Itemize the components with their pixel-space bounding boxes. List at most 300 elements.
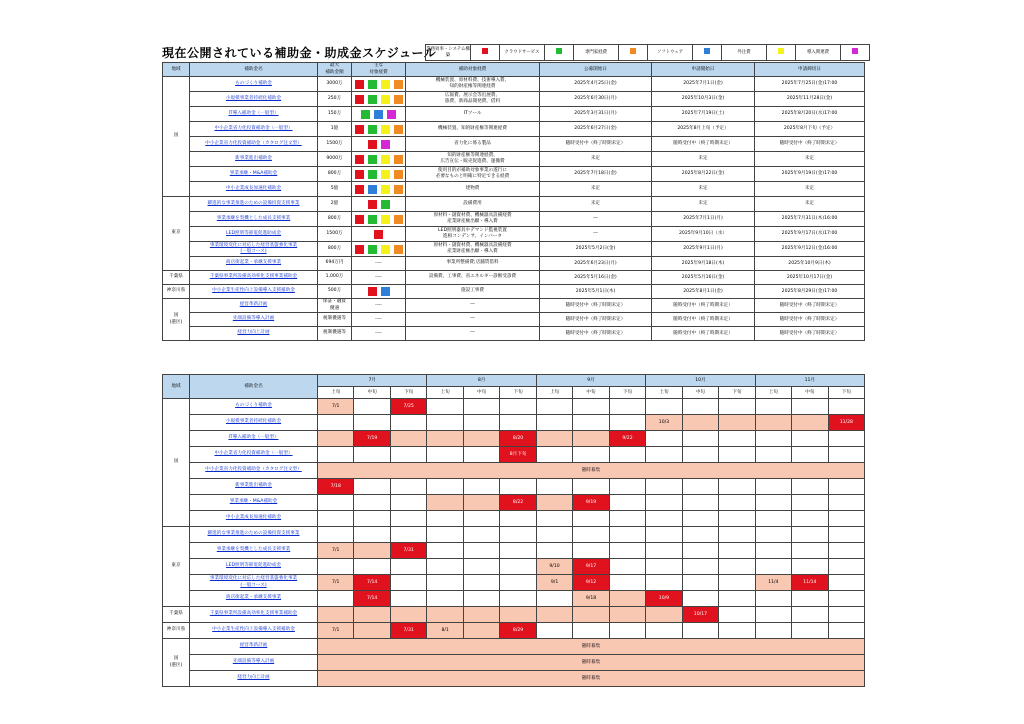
gantt-cell <box>536 607 572 623</box>
subsidy-row <box>163 197 865 212</box>
gantt-row <box>163 607 865 623</box>
legend-swatch <box>693 45 722 61</box>
gantt-cell <box>463 607 499 623</box>
pub-start-date: 未定 <box>540 182 652 197</box>
gantt-cell <box>719 591 755 607</box>
apply-end-date: 未定 <box>755 182 865 197</box>
blue-square-icon <box>704 48 710 54</box>
max-amount: 1億 <box>318 122 352 137</box>
gantt-cell <box>318 431 354 447</box>
gantt-cell <box>536 623 572 639</box>
header-region: 地域 <box>163 375 190 399</box>
region-cell: 国 <box>163 77 190 197</box>
gantt-cell <box>573 399 609 415</box>
gantt-cell <box>755 415 791 431</box>
subsidy-link[interactable]: 中小企業省力化投資補助金（カタログ注文型） <box>205 140 302 146</box>
max-amount: 694万円 <box>318 257 352 271</box>
apply-start-date: 随時受付中（終了時期未定） <box>652 313 755 327</box>
gantt-cell <box>755 591 791 607</box>
category-swatches <box>352 77 406 92</box>
category-swatches <box>352 212 406 227</box>
gantt-cell <box>354 479 390 495</box>
gantt-cell <box>390 575 426 591</box>
subsidy-link[interactable]: 事業環境変化に対応した経営基盤強化事業 (一般コース) <box>209 242 298 254</box>
yellow-square-icon <box>381 95 390 104</box>
legend-label: 外注費 <box>722 45 767 61</box>
gantt-cell <box>646 495 682 511</box>
apply-start-date: 2025年7月1日(月) <box>652 212 755 227</box>
red-square-icon <box>355 170 364 179</box>
gantt-cell: 11/4 <box>755 575 791 591</box>
subsidy-link[interactable]: 千葉県事業所設備高効率化支援事業補助金 <box>209 274 298 280</box>
apply-start-date: 随時受付中（終了時期未定） <box>652 327 755 341</box>
legend-label: 専門家経費 <box>574 45 619 61</box>
green-square-icon <box>556 48 562 54</box>
gantt-cell <box>828 543 864 559</box>
subsidy-name-cell <box>190 415 318 431</box>
subsidy-link[interactable]: LED照明等節電促進助成金 <box>226 563 281 569</box>
red-square-icon <box>355 215 364 224</box>
gantt-cell <box>755 447 791 463</box>
apply-start-date: 2025年9月1日(月) <box>652 242 755 257</box>
gantt-row <box>163 495 865 511</box>
subsidy-link[interactable]: 経営革新計画 <box>239 643 268 649</box>
gantt-cell <box>755 607 791 623</box>
subsidy-row <box>163 271 865 285</box>
gantt-cell <box>354 623 390 639</box>
legend-swatch <box>619 45 648 61</box>
subsidy-link[interactable]: 商店街起業・承継支援事業 <box>225 595 282 601</box>
gantt-cell <box>755 527 791 543</box>
apply-end-date: 2025年9月17日(水)17:00 <box>755 227 865 242</box>
legend-label: クラウドサービス <box>500 45 545 61</box>
red-square-icon <box>355 185 364 194</box>
subsidy-name-cell <box>190 242 318 257</box>
gantt-cell <box>536 591 572 607</box>
gantt-cell <box>318 527 354 543</box>
subsidy-link[interactable]: IT導入補助金（一般型） <box>228 110 279 116</box>
target-expenses: ― <box>406 313 540 327</box>
yellow-square-icon <box>381 125 390 134</box>
subsidy-link[interactable]: 躍進的な事業推進のための設備投資支援事業 <box>207 200 300 206</box>
target-expenses: LED照明器具やデマンド監視装置 進相コンデンサ、インバータ <box>406 227 540 242</box>
category-swatches <box>352 92 406 107</box>
subsidy-row <box>163 299 865 313</box>
apply-start-date: 2025年7月1日(金) <box>652 77 755 92</box>
gantt-cell <box>500 543 536 559</box>
subsidy-link[interactable]: 事業環境変化に対応した経営基盤強化事業 (一般コース) <box>209 576 298 588</box>
gantt-cell <box>390 479 426 495</box>
gantt-cell: 9/10 <box>536 559 572 575</box>
target-expenses: 施設工事費 <box>406 285 540 299</box>
gantt-cell <box>463 527 499 543</box>
gantt-cell <box>828 399 864 415</box>
gantt-cell <box>682 415 718 431</box>
apply-end-date: 2025年9月12日(金)16:00 <box>755 242 865 257</box>
pub-start-date: ― <box>540 227 652 242</box>
apply-end-date: 随時受付中（終了時期未定） <box>755 299 865 313</box>
subsidy-name-cell <box>190 399 318 415</box>
subsidy-name-cell <box>190 212 318 227</box>
subsidy-name-cell <box>190 607 318 623</box>
region-cell: 東京 <box>163 197 190 271</box>
header-pub-start: 公募開始日 <box>540 63 652 77</box>
pub-start-date: 2025年5月16日(金) <box>540 271 652 285</box>
target-expenses: 使用目的が補助対象事業の遂行に 必要なものと明確に特定できる経費 <box>406 167 540 182</box>
target-expenses: 原材料・副資材費、機械器具設備経費 産業財産権出願・導入費 <box>406 212 540 227</box>
pub-start-date: 随時受付中（終了時期未定） <box>540 313 652 327</box>
gantt-cell <box>792 447 828 463</box>
subsidy-name-cell <box>190 285 318 299</box>
gantt-cell <box>318 511 354 527</box>
gantt-cell <box>682 527 718 543</box>
target-expenses: 原材料・副資材費、機械器具設備経費 産業財産権出願・導入費 <box>406 242 540 257</box>
subsidy-row <box>163 227 865 242</box>
gantt-row <box>163 623 865 639</box>
header-name: 補助金名 <box>190 375 318 399</box>
gantt-cell <box>828 479 864 495</box>
gantt-cell <box>463 447 499 463</box>
red-square-icon <box>374 230 383 239</box>
category-swatches <box>352 152 406 167</box>
gantt-cell <box>755 431 791 447</box>
gantt-cell: 8/22 <box>500 495 536 511</box>
period-header: 上旬 <box>536 387 572 399</box>
gantt-cell <box>427 559 463 575</box>
gantt-cell: 10/17 <box>682 607 718 623</box>
gantt-cell <box>500 559 536 575</box>
target-expenses: ― <box>406 327 540 341</box>
gantt-row <box>163 415 865 431</box>
header-name: 補助金名 <box>190 63 318 77</box>
gantt-cell <box>719 527 755 543</box>
period-header: 中旬 <box>573 387 609 399</box>
gantt-cell <box>646 399 682 415</box>
subsidy-name-cell <box>190 107 318 122</box>
legend-swatch <box>471 45 500 61</box>
subsidy-link[interactable]: 躍進的な事業推進のための設備投資支援事業 <box>207 531 300 537</box>
category-swatches <box>352 167 406 182</box>
month-header: 7月 <box>318 375 427 387</box>
orange-square-icon <box>394 125 403 134</box>
gantt-cell <box>755 479 791 495</box>
green-square-icon <box>368 215 377 224</box>
gantt-cell <box>792 511 828 527</box>
gantt-cell <box>682 399 718 415</box>
subsidy-name-cell <box>190 167 318 182</box>
gantt-cell <box>719 575 755 591</box>
subsidy-name-cell <box>190 197 318 212</box>
gantt-cell <box>463 399 499 415</box>
gantt-cell <box>719 479 755 495</box>
max-amount: 9000万 <box>318 152 352 167</box>
gantt-cell <box>682 591 718 607</box>
red-square-icon <box>368 287 377 296</box>
gantt-cell <box>390 511 426 527</box>
apply-start-date: 2025年7月19日(土) <box>652 107 755 122</box>
subsidy-row <box>163 107 865 122</box>
subsidy-link[interactable]: 経営力向上計画 <box>237 330 270 336</box>
gantt-cell <box>828 511 864 527</box>
yellow-square-icon <box>381 245 390 254</box>
gantt-cell <box>573 479 609 495</box>
gantt-cell <box>792 607 828 623</box>
subsidy-name-cell <box>190 122 318 137</box>
max-amount: 1,000万 <box>318 271 352 285</box>
subsidy-link[interactable]: 事業承継・M&A補助金 <box>229 499 278 505</box>
orange-square-icon <box>394 95 403 104</box>
gantt-cell <box>682 479 718 495</box>
gantt-cell: 9/12 <box>573 575 609 591</box>
subsidy-name-cell <box>190 152 318 167</box>
category-swatches <box>352 285 406 299</box>
subsidy-link[interactable]: 中小企業省力化投資補助金（カタログ注文型） <box>205 467 302 473</box>
period-header: 上旬 <box>755 387 791 399</box>
apply-end-date: 随時受付中（終了時期未定） <box>755 137 865 152</box>
gantt-cell <box>427 447 463 463</box>
subsidy-link[interactable]: 中小企業成長加速化補助金 <box>225 515 282 521</box>
gantt-cell: 7/25 <box>390 399 426 415</box>
subsidy-link[interactable]: 商店街起業・承継支援事業 <box>225 260 282 266</box>
subsidy-link[interactable]: 中小企業生産性向上設備導入支援補助金 <box>212 288 295 294</box>
gantt-cell <box>646 511 682 527</box>
period-header: 中旬 <box>463 387 499 399</box>
subsidy-link[interactable]: 千葉県事業所設備高効率化支援事業補助金 <box>209 611 298 617</box>
gantt-cell <box>463 623 499 639</box>
gantt-cell <box>828 607 864 623</box>
gantt-cell <box>573 431 609 447</box>
header-categories: 主な 対象経費 <box>352 63 406 77</box>
max-amount: 5億 <box>318 182 352 197</box>
red-square-icon <box>355 80 364 89</box>
gantt-cell <box>828 575 864 591</box>
gantt-cell <box>609 591 645 607</box>
max-amount: 保証・融資 優遇 <box>318 299 352 313</box>
subsidy-table <box>162 62 865 341</box>
gantt-cell <box>463 543 499 559</box>
gantt-cell <box>609 559 645 575</box>
gantt-cell: 8/29 <box>500 623 536 639</box>
subsidy-link[interactable]: 新事業進出補助金 <box>235 483 272 489</box>
subsidy-row <box>163 92 865 107</box>
gantt-cell: 11/28 <box>828 415 864 431</box>
gantt-cell <box>463 575 499 591</box>
gantt-cell <box>609 607 645 623</box>
gantt-cell <box>463 559 499 575</box>
gantt-cell: 10/3 <box>646 415 682 431</box>
region-cell: 千葉県 <box>163 271 190 285</box>
subsidy-link[interactable]: 小規模事業者持続化補助金 <box>225 95 282 101</box>
subsidy-name-cell <box>190 77 318 92</box>
apply-end-date: 2025年7月25日(金)17:00 <box>755 77 865 92</box>
subsidy-link[interactable]: 事業承継・M&A補助金 <box>229 170 278 176</box>
subsidy-link[interactable]: 中小企業成長加速化補助金 <box>225 185 282 191</box>
gantt-cell <box>719 607 755 623</box>
pub-start-date: 随時受付中（終了時期未定） <box>540 137 652 152</box>
blue-square-icon <box>374 110 383 119</box>
subsidy-name-cell <box>190 639 318 655</box>
gantt-cell <box>573 607 609 623</box>
pub-start-date: 2025年6月30日(月) <box>540 92 652 107</box>
pub-start-date: 2025年4月25日(金) <box>540 77 652 92</box>
legend-swatch <box>841 45 870 61</box>
apply-end-date: 未定 <box>755 197 865 212</box>
pub-start-date: 2025年7月18日(金) <box>540 167 652 182</box>
apply-start-date: 未定 <box>652 152 755 167</box>
gantt-cell <box>682 623 718 639</box>
target-expenses: 機械装置、知的財産権等関連経費 <box>406 122 540 137</box>
apply-start-date: 2025年8月22日(金) <box>652 167 755 182</box>
gantt-cell <box>609 527 645 543</box>
gantt-cell <box>682 431 718 447</box>
period-header: 中旬 <box>354 387 390 399</box>
green-square-icon <box>368 245 377 254</box>
gantt-cell <box>427 399 463 415</box>
green-square-icon <box>368 125 377 134</box>
category-swatches <box>352 227 406 242</box>
pub-start-date: 未定 <box>540 152 652 167</box>
gantt-cell <box>792 527 828 543</box>
category-swatches <box>352 122 406 137</box>
pub-start-date: 2025年5月1日(木) <box>540 285 652 299</box>
gantt-cell <box>318 559 354 575</box>
subsidy-name-cell <box>190 575 318 591</box>
gantt-cell <box>500 607 536 623</box>
pub-start-date: ― <box>540 212 652 227</box>
gantt-cell <box>755 399 791 415</box>
orange-square-icon <box>394 215 403 224</box>
gantt-row <box>163 655 865 671</box>
blue-square-icon <box>368 185 377 194</box>
subsidy-link[interactable]: ものづくり補助金 <box>235 80 272 86</box>
subsidy-link[interactable]: 中小企業生産性向上設備導入支援補助金 <box>212 627 295 633</box>
gantt-cell <box>390 591 426 607</box>
gantt-cell <box>536 495 572 511</box>
gantt-cell <box>573 415 609 431</box>
gantt-cell <box>792 415 828 431</box>
green-square-icon <box>381 200 390 209</box>
gantt-cell <box>463 479 499 495</box>
subsidy-link[interactable]: 先端設備等導入計画 <box>232 316 275 322</box>
subsidy-row <box>163 212 865 227</box>
gantt-cell <box>354 447 390 463</box>
gantt-cell <box>354 399 390 415</box>
gantt-cell <box>318 447 354 463</box>
pub-start-date: 2025年6月23日(月) <box>540 257 652 271</box>
red-square-icon <box>368 140 377 149</box>
month-header: 8月 <box>427 375 536 387</box>
subsidy-name-cell <box>190 313 318 327</box>
gantt-cell <box>463 591 499 607</box>
magenta-square-icon <box>387 110 396 119</box>
gantt-cell <box>719 511 755 527</box>
blue-square-icon <box>381 287 390 296</box>
subsidy-name-cell <box>190 257 318 271</box>
category-swatches <box>352 137 406 152</box>
target-expenses: ITツール <box>406 107 540 122</box>
subsidy-link[interactable]: ものづくり補助金 <box>235 403 272 409</box>
max-amount: 800万 <box>318 167 352 182</box>
subsidy-link[interactable]: 中小企業省力化投資補助金（一般型） <box>214 125 293 131</box>
gantt-cell <box>609 575 645 591</box>
gantt-cell <box>609 511 645 527</box>
gantt-row <box>163 639 865 655</box>
subsidy-row <box>163 182 865 197</box>
gantt-cell: 8月下旬 <box>500 447 536 463</box>
subsidy-link[interactable]: LED照明等節電促進助成金 <box>226 230 281 236</box>
gantt-cell <box>755 495 791 511</box>
category-swatches <box>352 242 406 257</box>
subsidy-link[interactable]: 新事業進出補助金 <box>235 155 272 161</box>
gantt-cell <box>390 559 426 575</box>
subsidy-link[interactable]: IT導入補助金（一般型） <box>228 435 279 441</box>
gantt-cell <box>609 495 645 511</box>
header-apply-end: 申請締切日 <box>755 63 865 77</box>
subsidy-name-cell <box>190 227 318 242</box>
gantt-cell <box>536 527 572 543</box>
gantt-cell <box>719 559 755 575</box>
orange-square-icon <box>394 185 403 194</box>
max-amount: 税制優遇等 <box>318 313 352 327</box>
subsidy-link[interactable]: 経営力向上計画 <box>237 675 270 681</box>
region-cell: 国 (港区) <box>163 299 190 341</box>
target-expenses: 設備費、工事費、省エネルギー診断受診費 <box>406 271 540 285</box>
yellow-square-icon <box>778 48 784 54</box>
subsidy-link[interactable]: 小規模事業者持続化補助金 <box>225 419 282 425</box>
gantt-cell: 8/1 <box>427 623 463 639</box>
target-expenses: 設備費用 <box>406 197 540 212</box>
gantt-cell <box>500 591 536 607</box>
gantt-cell <box>500 575 536 591</box>
gantt-cell: 9/17 <box>573 559 609 575</box>
subsidy-link[interactable]: 事業承継を契機とした成長支援事業 <box>216 215 291 221</box>
subsidy-link[interactable]: 経営革新計画 <box>239 302 268 308</box>
gantt-cell <box>609 447 645 463</box>
apply-start-date: 2025年8月上旬（予定） <box>652 122 755 137</box>
gantt-cell <box>609 399 645 415</box>
gantt-cell <box>719 623 755 639</box>
gantt-cell <box>646 543 682 559</box>
gantt-cell <box>609 623 645 639</box>
orange-square-icon <box>630 48 636 54</box>
gantt-cell <box>318 591 354 607</box>
gantt-row <box>163 479 865 495</box>
apply-end-date: 随時受付中（終了時期未定） <box>755 327 865 341</box>
subsidy-row <box>163 327 865 341</box>
gantt-cell <box>682 543 718 559</box>
gantt-cell <box>609 543 645 559</box>
gantt-cell <box>573 447 609 463</box>
subsidy-name-cell <box>190 559 318 575</box>
header-region: 地域 <box>163 63 190 77</box>
period-header: 上旬 <box>427 387 463 399</box>
target-expenses: 省力化に係る製品 <box>406 137 540 152</box>
subsidy-link[interactable]: 事業承継を契機とした成長支援事業 <box>216 547 291 553</box>
apply-start-date: 2025年8月1日(金) <box>652 285 755 299</box>
subsidy-link[interactable]: 中小企業省力化投資補助金（一般型） <box>214 451 293 457</box>
subsidy-link[interactable]: 先端設備等導入計画 <box>232 659 275 665</box>
gantt-cell <box>390 495 426 511</box>
green-square-icon <box>368 155 377 164</box>
region-cell: 国 (港区) <box>163 639 190 687</box>
gantt-cell <box>318 607 354 623</box>
gantt-cell: 7/31 <box>390 543 426 559</box>
orange-square-icon <box>394 80 403 89</box>
gantt-cell <box>354 543 390 559</box>
yellow-square-icon <box>381 170 390 179</box>
legend-label: ソフトウェア <box>648 45 693 61</box>
gantt-cell: 7/1 <box>318 543 354 559</box>
